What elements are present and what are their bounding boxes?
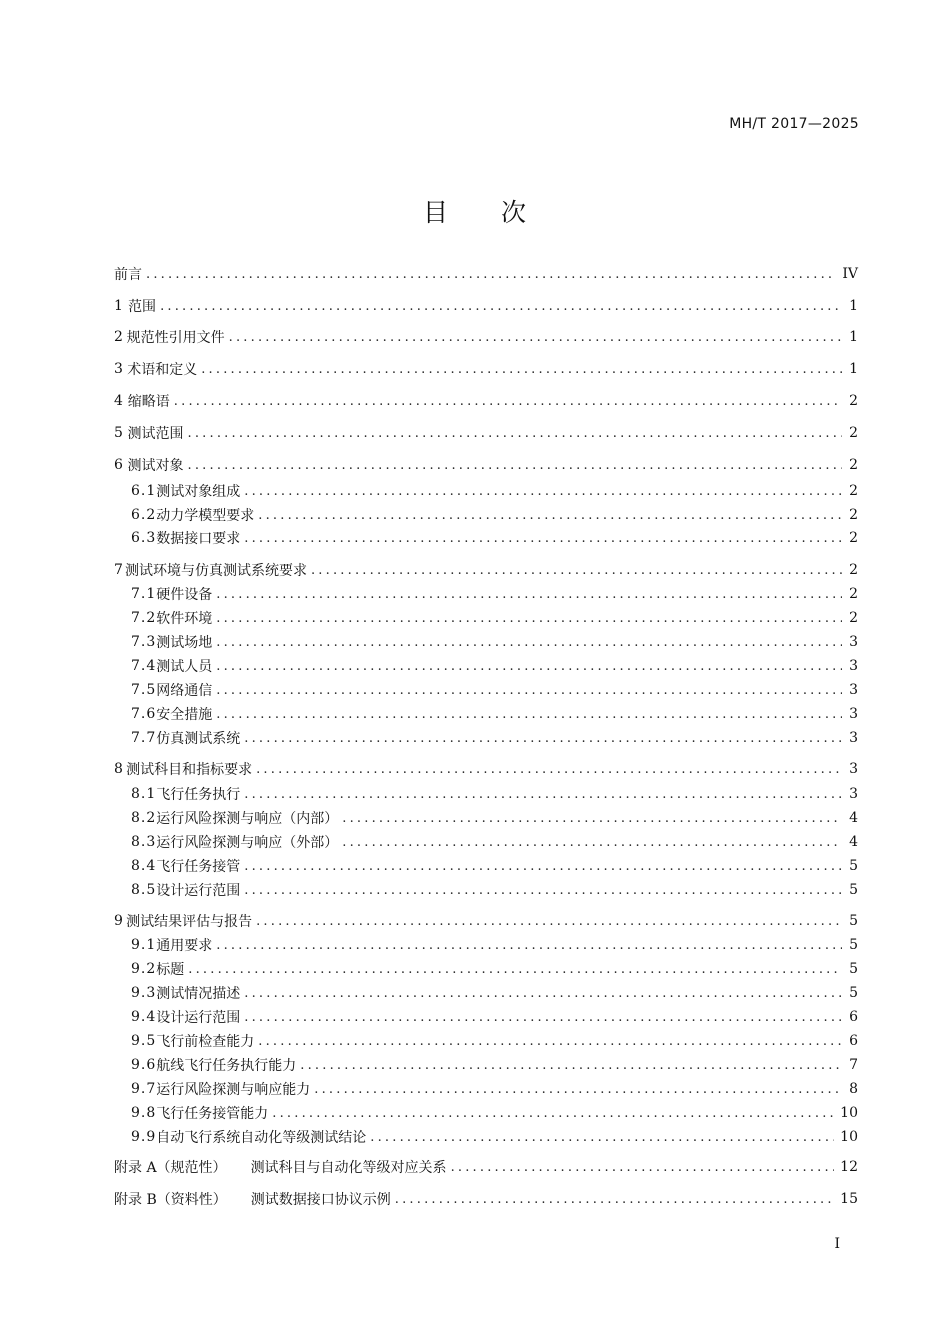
toc-entry-title: 运行风险探测与响应（内部） bbox=[156, 811, 339, 827]
toc-subentry[interactable] bbox=[131, 583, 858, 605]
dot-leader bbox=[188, 426, 843, 441]
toc-entry-number: 9.1 bbox=[131, 937, 157, 953]
toc-entry[interactable] bbox=[114, 422, 858, 444]
dot-leader bbox=[244, 484, 842, 499]
dot-leader bbox=[146, 267, 836, 282]
toc-appendix-b[interactable] bbox=[114, 1188, 858, 1210]
toc-entry[interactable] bbox=[114, 454, 858, 476]
toc-subentry[interactable] bbox=[131, 727, 858, 749]
toc-page-number: 3 bbox=[849, 634, 858, 650]
toc-title-char-2: 次 bbox=[501, 198, 528, 227]
toc-entry-number: 7.1 bbox=[131, 586, 157, 602]
toc-entry-title: 软件环境 bbox=[156, 611, 213, 627]
dot-leader bbox=[160, 299, 842, 314]
toc-entry-title: 飞行任务接管能力 bbox=[156, 1106, 269, 1122]
toc-subentry[interactable] bbox=[131, 855, 858, 877]
dot-leader bbox=[216, 683, 842, 698]
toc-page-number: 1 bbox=[849, 361, 858, 377]
toc-entry-title: 测试情况描述 bbox=[156, 986, 241, 1002]
dot-leader bbox=[216, 938, 842, 953]
toc-page-number: 3 bbox=[849, 761, 858, 777]
toc-subentry[interactable] bbox=[131, 879, 858, 901]
dot-leader bbox=[216, 611, 842, 626]
dot-leader bbox=[244, 883, 842, 898]
toc-entry-title: 仿真测试系统 bbox=[156, 731, 241, 747]
toc-entry-number: 2 bbox=[114, 329, 123, 345]
toc-entry-number: 4 bbox=[114, 393, 123, 409]
toc-entry-number: 6.2 bbox=[131, 507, 157, 523]
toc-title-char-1: 目 bbox=[422, 198, 449, 227]
dot-leader bbox=[256, 914, 842, 929]
toc-entry-number: 7.3 bbox=[131, 634, 157, 650]
toc-page-number: 3 bbox=[849, 658, 858, 674]
toc-entry-number: 附录 A（规范性） bbox=[114, 1160, 227, 1176]
toc-entry-number: 9.5 bbox=[131, 1033, 157, 1049]
toc-subentry[interactable] bbox=[131, 1006, 858, 1028]
dot-leader bbox=[244, 859, 842, 874]
dot-leader bbox=[370, 1130, 834, 1145]
toc-subentry[interactable] bbox=[131, 783, 858, 805]
dot-leader bbox=[300, 1058, 842, 1073]
toc-subentry[interactable] bbox=[131, 607, 858, 629]
toc-entry-title: 运行风险探测与响应（外部） bbox=[156, 835, 339, 851]
dot-leader bbox=[188, 458, 843, 473]
dot-leader bbox=[311, 563, 842, 578]
dot-leader bbox=[314, 1082, 842, 1097]
toc-entry-number: 9.2 bbox=[131, 961, 157, 977]
toc-entry-title: 飞行任务执行 bbox=[156, 787, 241, 803]
toc-page-number: 10 bbox=[840, 1129, 858, 1145]
toc-entry-number: 8.4 bbox=[131, 858, 157, 874]
toc-page-number: 2 bbox=[849, 586, 858, 602]
toc-subentry[interactable] bbox=[131, 1030, 858, 1052]
toc-entry-number: 6.3 bbox=[131, 530, 157, 546]
toc-entry-number: 9.8 bbox=[131, 1105, 157, 1121]
toc-entry-foreword[interactable] bbox=[114, 263, 858, 285]
toc-entry-title: 测试场地 bbox=[156, 635, 213, 651]
dot-leader bbox=[258, 508, 842, 523]
toc-page-number: 2 bbox=[849, 507, 858, 523]
dot-leader bbox=[216, 707, 842, 722]
toc-entry-number: 7.5 bbox=[131, 682, 157, 698]
toc-entry-title: 网络通信 bbox=[156, 683, 213, 699]
dot-leader bbox=[216, 659, 842, 674]
toc-subentry[interactable] bbox=[131, 527, 858, 549]
toc-subentry[interactable] bbox=[131, 655, 858, 677]
page-number: I bbox=[834, 1236, 840, 1252]
toc-entry-number: 9.6 bbox=[131, 1057, 157, 1073]
toc-entry-number: 8 bbox=[114, 761, 123, 777]
toc-page-number: 3 bbox=[849, 682, 858, 698]
toc-page-number: 8 bbox=[849, 1081, 858, 1097]
toc-page-number: 2 bbox=[849, 610, 858, 626]
toc-page-number: 2 bbox=[849, 562, 858, 578]
toc-page-number: 1 bbox=[849, 329, 858, 345]
toc-entry-title: 测试结果评估与报告 bbox=[126, 914, 253, 930]
standard-number: MH/T 2017—2025 bbox=[729, 116, 859, 132]
toc-page-number: 2 bbox=[849, 393, 858, 409]
dot-leader bbox=[174, 394, 842, 409]
toc-page-number: 2 bbox=[849, 530, 858, 546]
toc-entry-number: 1 bbox=[114, 298, 123, 314]
toc-entry-number: 6.1 bbox=[131, 483, 157, 499]
toc-entry-number: 9.9 bbox=[131, 1129, 157, 1145]
toc-entry-title: 测试科目与自动化等级对应关系 bbox=[250, 1160, 447, 1176]
toc-subentry[interactable] bbox=[131, 934, 858, 956]
toc-entry-title: 测试对象组成 bbox=[156, 484, 241, 500]
toc-page-number: 3 bbox=[849, 786, 858, 802]
dot-leader bbox=[272, 1106, 834, 1121]
dot-leader bbox=[229, 330, 842, 345]
toc-entry[interactable] bbox=[114, 910, 858, 932]
toc-entry-number: 8.1 bbox=[131, 786, 157, 802]
toc-page-number: 6 bbox=[849, 1033, 858, 1049]
toc-page-number: 1 bbox=[849, 298, 858, 314]
dot-leader bbox=[395, 1192, 834, 1207]
toc-subentry[interactable] bbox=[131, 631, 858, 653]
dot-leader bbox=[256, 762, 842, 777]
toc-subentry[interactable] bbox=[131, 1102, 858, 1124]
toc-entry-title: 通用要求 bbox=[156, 938, 213, 954]
toc-entry-title: 设计运行范围 bbox=[156, 883, 241, 899]
dot-leader bbox=[342, 811, 842, 826]
toc-entry-title: 运行风险探测与响应能力 bbox=[156, 1082, 311, 1098]
toc-entry-title: 测试对象 bbox=[127, 458, 184, 474]
toc-entry-number: 6 bbox=[114, 457, 123, 473]
toc-page-number: 5 bbox=[849, 961, 858, 977]
toc-page-number: 5 bbox=[849, 985, 858, 1001]
toc-entry[interactable] bbox=[114, 390, 858, 412]
toc-entry-number: 8.5 bbox=[131, 882, 157, 898]
dot-leader bbox=[216, 635, 842, 650]
toc-entry-title: 前言 bbox=[114, 267, 142, 283]
toc-entry-number: 7.7 bbox=[131, 730, 157, 746]
toc-entry-title: 测试数据接口协议示例 bbox=[250, 1192, 391, 1208]
toc-entry[interactable] bbox=[114, 295, 858, 317]
toc-appendix-a[interactable] bbox=[114, 1156, 858, 1178]
toc-page-number: 3 bbox=[849, 706, 858, 722]
toc-page-number: 5 bbox=[849, 858, 858, 874]
toc-page-number: 3 bbox=[849, 730, 858, 746]
toc-entry-title: 缩略语 bbox=[127, 394, 170, 410]
toc-entry[interactable] bbox=[114, 758, 858, 780]
toc-page-number: 10 bbox=[840, 1105, 858, 1121]
toc-entry-title: 术语和定义 bbox=[127, 362, 198, 378]
toc-subentry[interactable] bbox=[131, 982, 858, 1004]
toc-entry-title: 飞行任务接管 bbox=[156, 859, 241, 875]
toc-page-number: 2 bbox=[849, 483, 858, 499]
toc-entry-title: 标题 bbox=[156, 962, 185, 978]
toc-page-number: 12 bbox=[840, 1159, 858, 1175]
toc-entry-title: 飞行前检查能力 bbox=[156, 1034, 255, 1050]
toc-entry-number: 8.2 bbox=[131, 810, 157, 826]
toc-entry-number: 9 bbox=[114, 913, 123, 929]
dot-leader bbox=[451, 1160, 835, 1175]
toc-subentry[interactable] bbox=[131, 958, 858, 980]
toc-entry-number: 9.3 bbox=[131, 985, 157, 1001]
toc-entry-title: 硬件设备 bbox=[156, 587, 213, 603]
toc-entry-title: 安全措施 bbox=[156, 707, 213, 723]
dot-leader bbox=[244, 787, 842, 802]
toc-page-number: 5 bbox=[849, 882, 858, 898]
toc-subentry[interactable] bbox=[131, 1126, 858, 1148]
dot-leader bbox=[201, 362, 842, 377]
dot-leader bbox=[216, 587, 842, 602]
toc-subentry[interactable] bbox=[131, 831, 858, 853]
toc-page-number: 15 bbox=[840, 1191, 858, 1207]
toc-page-number: 2 bbox=[849, 457, 858, 473]
toc-page-number: 6 bbox=[849, 1009, 858, 1025]
toc-entry-title: 测试科目和指标要求 bbox=[126, 762, 253, 778]
toc-entry-number: 9.4 bbox=[131, 1009, 157, 1025]
toc-entry[interactable] bbox=[114, 326, 858, 348]
toc-entry-number: 9.7 bbox=[131, 1081, 157, 1097]
toc-entry-title: 自动飞行系统自动化等级测试结论 bbox=[156, 1130, 367, 1146]
toc-entry-number: 7 bbox=[114, 562, 123, 578]
toc-subentry[interactable] bbox=[131, 1078, 858, 1100]
toc-subentry[interactable] bbox=[131, 679, 858, 701]
dot-leader bbox=[244, 531, 842, 546]
dot-leader bbox=[244, 1010, 842, 1025]
toc-entry-title: 范围 bbox=[128, 299, 157, 315]
dot-leader bbox=[244, 986, 842, 1001]
toc-entry-title: 数据接口要求 bbox=[156, 531, 241, 547]
toc-entry-title: 测试范围 bbox=[127, 426, 184, 442]
dot-leader bbox=[188, 962, 842, 977]
toc-subentry[interactable] bbox=[131, 504, 858, 526]
toc-entry-number: 5 bbox=[114, 425, 123, 441]
toc-page-number: 7 bbox=[849, 1057, 858, 1073]
toc-entry-title: 设计运行范围 bbox=[156, 1010, 241, 1026]
toc-page-number: IV bbox=[842, 266, 858, 282]
toc-entry-title: 动力学模型要求 bbox=[156, 508, 255, 524]
toc-page-number: 2 bbox=[849, 425, 858, 441]
toc-entry-number: 3 bbox=[114, 361, 123, 377]
toc-page-number: 5 bbox=[849, 913, 858, 929]
dot-leader bbox=[342, 835, 842, 850]
toc-entry-number: 7.4 bbox=[131, 658, 157, 674]
toc-subentry[interactable] bbox=[131, 1054, 858, 1076]
toc-subentry[interactable] bbox=[131, 703, 858, 725]
dot-leader bbox=[258, 1034, 842, 1049]
toc-entry-title: 规范性引用文件 bbox=[126, 330, 225, 346]
toc-entry[interactable] bbox=[114, 358, 858, 380]
toc-subentry[interactable] bbox=[131, 480, 858, 502]
toc-entry-title: 测试环境与仿真测试系统要求 bbox=[124, 563, 307, 579]
toc-entry-number: 7.2 bbox=[131, 610, 157, 626]
toc-page-number: 5 bbox=[849, 937, 858, 953]
toc-entry-number: 8.3 bbox=[131, 834, 157, 850]
toc-entry-title: 测试人员 bbox=[156, 659, 213, 675]
toc-page-number: 4 bbox=[849, 810, 858, 826]
toc-page-number: 4 bbox=[849, 834, 858, 850]
dot-leader bbox=[244, 731, 842, 746]
toc-entry[interactable] bbox=[114, 559, 858, 581]
toc-subentry[interactable] bbox=[131, 807, 858, 829]
toc-entry-number: 附录 B（资料性） bbox=[114, 1192, 227, 1208]
toc-entry-number: 7.6 bbox=[131, 706, 157, 722]
toc-entry-title: 航线飞行任务执行能力 bbox=[156, 1058, 297, 1074]
